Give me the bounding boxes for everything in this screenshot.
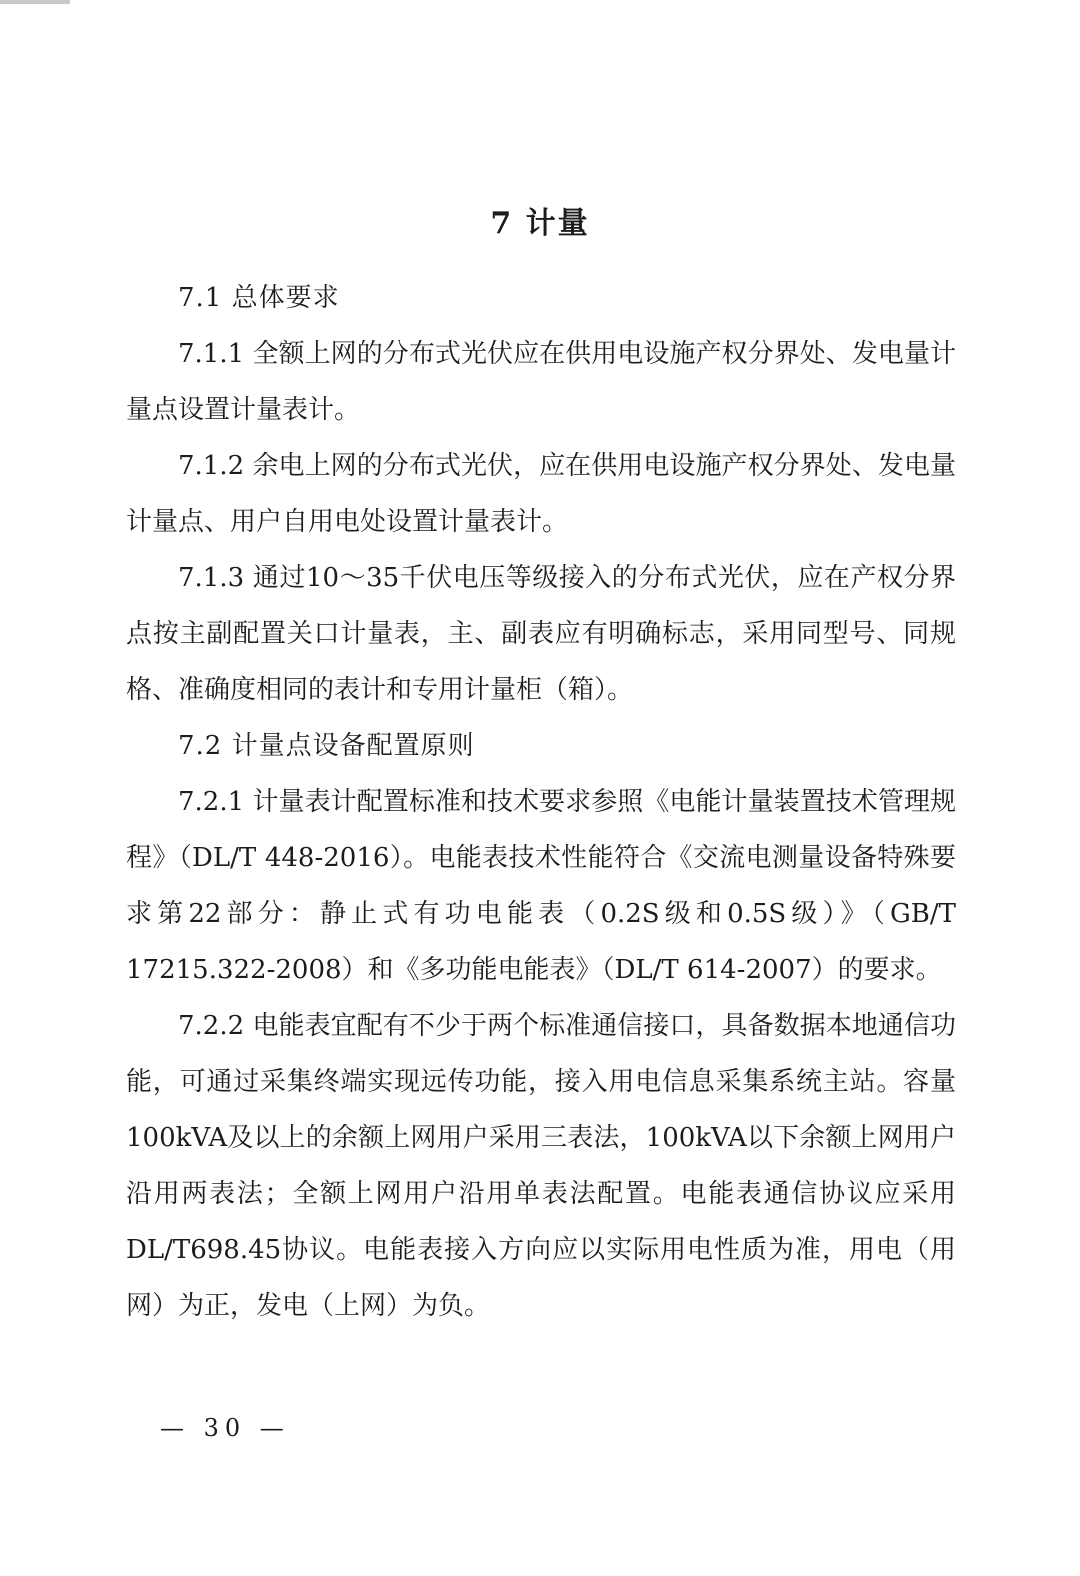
scan-edge-mark [0, 0, 70, 4]
body-text [126, 270, 956, 1334]
chapter-title: 7 计量 [490, 206, 590, 241]
paragraph-7-2-1: 7.2.1 计量表计配置标准和技术要求参照《电能计量装置技术管理规程》（DL/T 448-2016）。电能表技术性能符合《交流电测量设备特殊要求第22部分：静止式有功电能表（0.2S级和0.5S级）》（GB/T 17215.322-2008）和《多功能电能表》（DL/T 614-2007）的要求。 [126, 787, 956, 985]
section-heading-7-1: 7.1 总体要求 [178, 283, 340, 313]
paragraph-7-1-1: 7.1.1 全额上网的分布式光伏应在供用电设施产权分界处、发电量计量点设置计量表计。 [126, 339, 956, 425]
section-heading-7-2: 7.2 计量点设备配置原则 [178, 731, 475, 761]
paragraph-7-1-3: 7.1.3 通过10～35千伏电压等级接入的分布式光伏，应在产权分界点按主副配置关口计量表，主、副表应有明确标志，采用同型号、同规格、准确度相同的表计和专用计量柜（箱）。 [126, 563, 956, 705]
paragraph-7-2-2: 7.2.2 电能表宜配有不少于两个标准通信接口，具备数据本地通信功能，可通过采集终端实现远传功能，接入用电信息采集系统主站。容量100kVA及以上的余额上网用户采用三表法，100kVA以下余额上网用户沿用两表法；全额上网用户沿用单表法配置。电能表通信协议应采用DL/T698.45协议。电能表接入方向应以实际用电性质为准，用电（用网）为正，发电（上网）为负。 [126, 1011, 956, 1321]
page-number: — 30 — [160, 1414, 290, 1442]
paragraph-7-1-2: 7.1.2 余电上网的分布式光伏，应在供用电设施产权分界处、发电量计量点、用户自用电处设置计量表计。 [126, 451, 956, 537]
